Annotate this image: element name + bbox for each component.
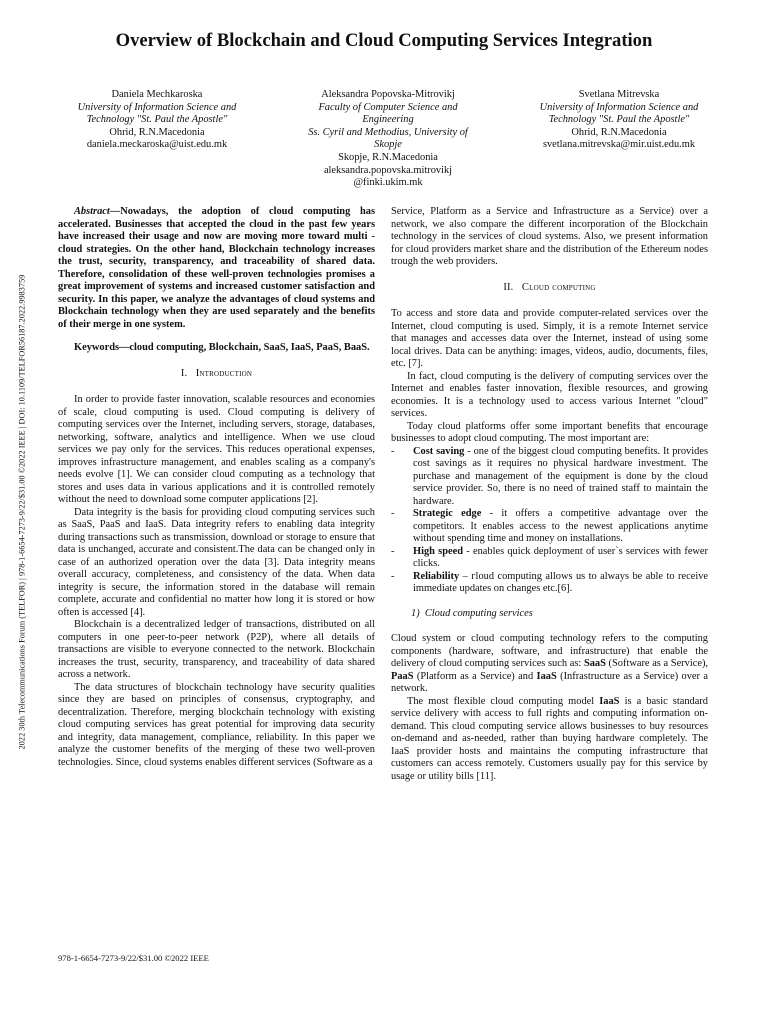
- section-numeral: I.: [180, 367, 188, 379]
- abstract: [58, 206, 375, 331]
- subsection-title: Cloud computing services: [424, 607, 533, 619]
- text-run: The most flexible cloud computing model: [407, 695, 600, 707]
- cloud-paragraph: In fact, cloud computing is the delivery of computing services over the Internet and enables faster innovation, flexible resources, and growing economies. It is a technology used to access various Internet "cloud" services.: [391, 370, 708, 419]
- author-location: Skopje, R.N.Macedonia: [338, 151, 438, 163]
- author-affiliation-line: Skopje: [374, 139, 402, 151]
- bullet-separator: -: [463, 545, 473, 557]
- benefits-list: [391, 446, 708, 596]
- author-3: [510, 89, 728, 152]
- author-affiliation-line: Ss. Cyril and Methodius, University of: [308, 126, 468, 138]
- author-affiliation-line: University of Information Science and: [77, 101, 237, 113]
- author-block: [48, 89, 728, 199]
- keywords: Keywords—cloud computing, Blockchain, SaaS, IaaS, PaaS, BaaS.: [74, 342, 370, 353]
- bullet-separator: -: [481, 508, 502, 519]
- author-affiliation-line: Engineering: [362, 114, 414, 126]
- intro-paragraph: Blockchain is a decentralized ledger of transactions, distributed on all computers in one peer-to-peer network (P2P), where all details of transactions are visible to everyone connected to the network. Blockchain increases the trust, security, transparency, and traceability of data shared across a network.: [58, 619, 375, 680]
- author-name: Aleksandra Popovska-Mitrovikj: [321, 89, 455, 100]
- bullet-separator: –: [459, 570, 472, 582]
- right-column: [391, 206, 708, 783]
- author-2: [282, 89, 494, 190]
- intro-paragraph: Data integrity is the basis for providing cloud computing services such as SaaS, PaaS and IaaS. Data integrity refers to enabling data integrity during transactions such as transmission, download or storage to ensure that data is unchanged, accurate and consistent.The data can be changed only in case of an authorized operation over the data [3]. Data integrity means overall accuracy, completeness, and consistency of the data. When data integrity is secure, the information stored in the database will remain complete, accurate and confidential no matter how long it is stored or how often is accessed [4].: [58, 506, 375, 618]
- text-run: (Software as a Service),: [605, 658, 708, 669]
- services-paragraph: [391, 633, 708, 696]
- side-margin-text: 2022 30th Telecommunications Forum (TELFOR) | 978-1-6654-7273-9/22/$31.00 ©2022 IEEE | DOI: 10.1109/TELFOR56187.2022.9983759: [17, 274, 27, 750]
- subsection-number: 1): [411, 607, 420, 619]
- term-saas: SaaS: [583, 658, 606, 669]
- intro-paragraph: The data structures of blockchain technology have security qualities since they are based on principles of consensus, cryptography, and decentralization. Therefore, merging blockchain technology with existing cloud computing services has great potential for improving data security and integrity, data management, compliance, reliability. In this paper we analyze the customer benefits of the merging of these two well-proven technologies. Since, cloud systems enables different services (Software as a: [58, 681, 375, 768]
- cloud-paragraph: To access and store data and provide computer-related services over the Internet, cloud computing is used. Simply, it is a remote Internet service that manages and accesses data over the Internet, instead of using some local drives. Data can be anything: images, videos, audio, documents, files, etc. [7].: [391, 308, 708, 369]
- term-iaas: IaaS: [536, 670, 557, 682]
- section-heading-cloud-computing: [391, 282, 708, 295]
- author-affiliation-line: Faculty of Computer Science and: [318, 101, 458, 113]
- bullet-text: гloud computing allows us to always be able to receive immediate updates on changes etc.[6].: [413, 570, 709, 594]
- author-name: Svetlana Mitrevska: [578, 89, 660, 100]
- text-run: Cloud system or cloud computing technology refers to the computing components (hardware, software, and infrastructure) that enable the delivery of cloud computing services such as:: [391, 633, 708, 669]
- list-item: - Cost saving - one of the biggest cloud computing benefits. It provides cost savings as it requires no physical hardware investment. The purchase and management of the equipment is done by the cloud service provider. So, there is no need of trained staff to maintain the hardware.: [391, 445, 708, 507]
- text-run: is a basic standard service delivery with access to full rights and computing information on-demand. This cloud computing service allows businesses to buy resources on-demand and as-needed, rather than buying hardware completely. The IaaS provider hosts and maintains the computing infrastructure that customers can access remotely. Customers usually pay for this service by usage or utility bills [11].: [391, 695, 708, 782]
- abstract-label: Abstract—: [74, 206, 121, 217]
- author-affiliation-line: University of Information Science and: [539, 101, 699, 113]
- author-1: [48, 89, 266, 152]
- intro-continuation: Service, Platform as a Service and Infrastructure as a Service) over a network, we also compare the different incorporation of the Blockchain technology in the services of cloud systems. Also, we present information for cloud providers market share and the distribution of the Ethereum nodes trough the web providers.: [391, 206, 708, 267]
- text-run: (Infrastructure as a Service) over a network.: [391, 670, 708, 694]
- section-title: Cloud computing: [521, 281, 596, 293]
- bullet-term: Cost saving: [413, 445, 465, 457]
- bullet-term: Reliability: [413, 570, 460, 582]
- bullet-text: it offers a competitive advantage over the competitors. It enables access to the newest applications anytime without spending time and money on installations.: [413, 508, 709, 544]
- side-margin-doi: [12, 232, 32, 792]
- list-item: - Strategic edge - it offers a competitive advantage over the competitors. It enables access to the newest applications anytime without spending time and money on installations.: [391, 508, 709, 544]
- author-name: Daniela Mechkaroska: [111, 89, 203, 100]
- section-numeral: II.: [503, 281, 514, 293]
- author-email: svetlana.mitrevska@mir.uist.edu.mk: [542, 139, 696, 151]
- paper-title: Overview of Blockchain and Cloud Computing Services Integration: [115, 30, 653, 51]
- list-item: - Reliability – гloud computing allows us to always be able to receive immediate updates on changes etc.[6].: [391, 570, 709, 594]
- copyright-footer: 978-1-6654-7273-9/22/$31.00 ©2022 IEEE: [58, 953, 209, 963]
- author-email: @finki.ukim.mk: [353, 177, 423, 189]
- cloud-paragraph: Today cloud platforms offer some important benefits that encourage businesses to adopt cloud computing. The most important are:: [391, 420, 708, 444]
- author-affiliation-line: Technology "St. Paul the Apostle": [86, 114, 228, 126]
- bullet-text: enables quick deployment of user`s services with fewer clicks.: [413, 545, 709, 569]
- bullet-term: High speed: [413, 545, 464, 557]
- bullet-term: Strategic edge: [413, 508, 482, 519]
- abstract-text: Nowadays, the adoption of cloud computing has accelerated. Businesses that accepted the cloud in the past few years have increased their usage and now are moving more toward multi - cloud strategies. On the other hand, Blockchain technology increases the trust, security, transparency, and traceability of shared data. Therefore, consolidation of these well-proven technologies promises a great improvement of systems and increased customer satisfaction and security. In this paper, we analyze the advantages of cloud systems and Blockchain technology when they are used separately and the benefits of their merge in one system.: [58, 206, 375, 330]
- intro-paragraph: In order to provide faster innovation, scalable resources and economies of scale, cloud computing is used. Cloud computing is delivery of computing services over the Internet, including servers, storage, databases, networking, software, analytics and intelligence. When we use cloud services we pay only for the services. This reduces operational expenses, improves infrastructure management, and enables scaling as a company's needs evolve [1]. We can consider cloud computing as a technology that stores and uses data in various applications and it is controlled remotely without the need to download some computer applications [2].: [58, 394, 375, 505]
- author-location: Ohrid, R.N.Macedonia: [571, 126, 667, 138]
- list-item: - High speed - enables quick deployment of user`s services with fewer clicks.: [391, 545, 709, 569]
- author-email: aleksandra.popovska.mitrovikj: [323, 164, 453, 176]
- author-email: daniela.meckaroska@uist.edu.mk: [86, 139, 228, 151]
- subsection-heading: [411, 608, 708, 621]
- section-title: Introduction: [195, 367, 253, 379]
- bullet-text: one of the biggest cloud computing benefits. It provides cost savings as it requires no physical hardware investment. The purchase and management of the equipment is done by the cloud service provider. So, there is no need of trained staff to maintain the hardware.: [413, 445, 708, 507]
- left-column: [58, 206, 375, 769]
- iaas-paragraph: [391, 696, 708, 784]
- text-run: (Platform as a Service) and: [413, 670, 537, 682]
- bullet-separator: -: [464, 445, 474, 457]
- term-paas: PaaS: [391, 670, 414, 682]
- author-affiliation-line: Technology "St. Paul the Apostle": [548, 114, 690, 126]
- section-heading-introduction: [58, 368, 375, 381]
- term-iaas: IaaS: [599, 695, 620, 707]
- author-location: Ohrid, R.N.Macedonia: [109, 126, 205, 138]
